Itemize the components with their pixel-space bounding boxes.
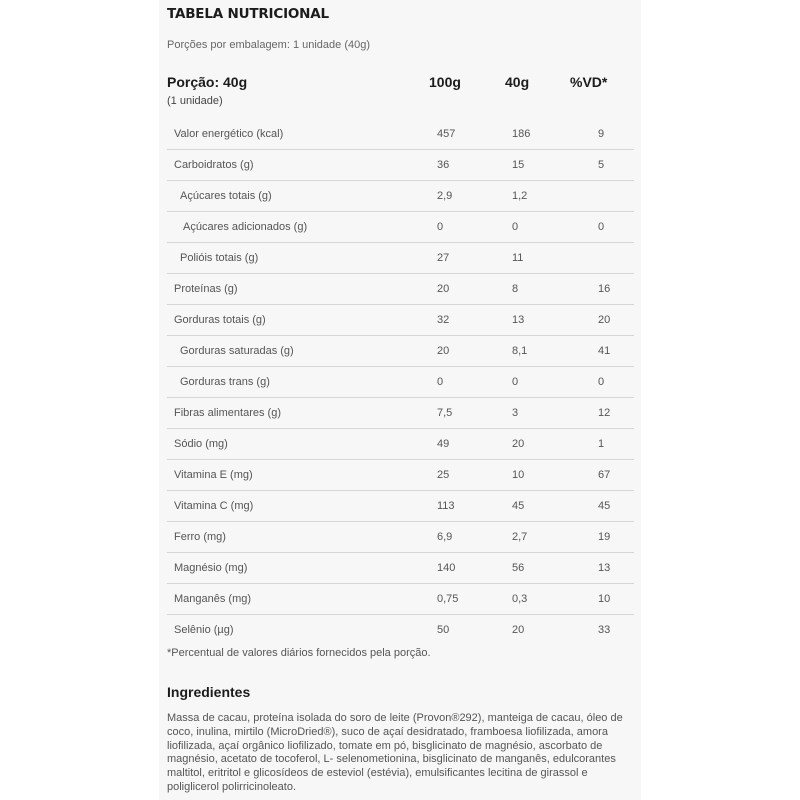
value-40g: 8	[512, 283, 519, 295]
nutrient-name: Vitamina C (mg)	[174, 500, 254, 512]
table-row	[167, 429, 634, 460]
nutrient-name: Gorduras totais (g)	[174, 314, 266, 326]
value-40g: 56	[512, 562, 525, 574]
value-vd: 16	[598, 283, 611, 295]
value-vd: 12	[598, 407, 611, 419]
value-vd: 0	[598, 376, 605, 388]
value-vd: 67	[598, 469, 611, 481]
ingredients-text: Massa de cacau, proteína isolada do soro de leite (Provon®292), manteiga de cacau, óleo de coco, inulina, mirtilo (MicroDried®), suco de açaí desidratado, framboesa liofilizada, amora liofilizada, açaí orgânico liofilizado, tomate em pó, bisglicinato de magnésio, ascorbato de magnésio, acetato de tocoferol, L- selenometionina, bisglicinato de manganês, edulcorantes maltitol, eritritol e glicosídeos de esteviol (estévia), emulsificantes lecitina de girassol e poliglicerol polirricinoleato.	[167, 712, 623, 793]
value-vd: 1	[598, 438, 605, 450]
nutrient-name: Polióis totais (g)	[180, 252, 259, 264]
value-100g: 27	[437, 252, 450, 264]
value-40g: 2,7	[512, 531, 528, 543]
value-100g: 20	[437, 283, 450, 295]
value-100g: 0	[437, 376, 444, 388]
table-row	[167, 522, 634, 553]
value-40g: 10	[512, 469, 525, 481]
nutrient-name: Manganês (mg)	[174, 593, 252, 605]
value-100g: 36	[437, 159, 450, 171]
value-vd: 20	[598, 314, 611, 326]
column-vd: %VD*	[570, 74, 608, 90]
value-40g: 13	[512, 314, 525, 326]
nutrition-panel	[159, 0, 641, 800]
table-row	[167, 243, 634, 274]
value-40g: 1,2	[512, 190, 528, 202]
portion-label: Porção: 40g	[167, 74, 248, 90]
value-100g: 0	[437, 221, 444, 233]
nutrition-table	[167, 119, 634, 645]
value-100g: 49	[437, 438, 450, 450]
table-row	[167, 491, 634, 522]
value-100g: 7,5	[437, 407, 453, 419]
value-100g: 6,9	[437, 531, 453, 543]
nutrient-name: Vitamina E (mg)	[174, 469, 253, 481]
value-40g: 0,3	[512, 593, 528, 605]
column-100g: 100g	[429, 74, 461, 90]
table-row	[167, 336, 634, 367]
table-row	[167, 150, 634, 181]
value-40g: 3	[512, 407, 519, 419]
value-vd: 45	[598, 500, 611, 512]
value-40g: 8,1	[512, 345, 528, 357]
table-row	[167, 212, 634, 243]
value-vd: 10	[598, 593, 611, 605]
nutrient-name: Valor energético (kcal)	[174, 128, 284, 140]
nutrient-name: Sódio (mg)	[174, 438, 228, 450]
nutrient-name: Ferro (mg)	[174, 531, 226, 543]
nutrient-name: Gorduras saturadas (g)	[180, 345, 294, 357]
value-vd: 19	[598, 531, 611, 543]
column-40g: 40g	[505, 74, 530, 90]
value-vd: 5	[598, 159, 605, 171]
value-100g: 2,9	[437, 190, 453, 202]
value-vd: 33	[598, 624, 611, 636]
value-40g: 186	[512, 128, 531, 140]
nutrient-name: Proteínas (g)	[174, 283, 238, 295]
table-row	[167, 553, 634, 584]
nutrition-table-title: TABELA NUTRICIONAL	[167, 6, 329, 22]
value-vd: 41	[598, 345, 611, 357]
value-100g: 140	[437, 562, 456, 574]
value-100g: 32	[437, 314, 450, 326]
nutrient-name: Carboidratos (g)	[174, 159, 254, 171]
value-100g: 0,75	[437, 593, 459, 605]
table-row	[167, 584, 634, 615]
nutrient-name: Açúcares adicionados (g)	[183, 221, 308, 233]
table-row	[167, 367, 634, 398]
value-100g: 25	[437, 469, 450, 481]
value-40g: 0	[512, 376, 519, 388]
value-100g: 50	[437, 624, 450, 636]
value-vd: 9	[598, 128, 605, 140]
value-100g: 20	[437, 345, 450, 357]
table-row	[167, 398, 634, 429]
value-100g: 457	[437, 128, 456, 140]
nutrient-name: Fibras alimentares (g)	[174, 407, 281, 419]
nutrient-name: Gorduras trans (g)	[180, 376, 270, 388]
value-40g: 20	[512, 624, 525, 636]
value-40g: 15	[512, 159, 525, 171]
table-row	[167, 119, 634, 150]
portion-unit: (1 unidade)	[167, 95, 223, 107]
nutrient-name: Selênio (µg)	[174, 624, 234, 636]
value-40g: 20	[512, 438, 525, 450]
value-40g: 11	[512, 252, 524, 264]
ingredients-heading: Ingredientes	[167, 684, 251, 700]
table-row	[167, 181, 634, 212]
value-40g: 45	[512, 500, 525, 512]
table-row	[167, 615, 634, 645]
nutrient-name: Magnésio (mg)	[174, 562, 248, 574]
table-header	[167, 74, 637, 110]
daily-value-footnote: *Percentual de valores diários fornecidos pela porção.	[167, 647, 431, 659]
table-row	[167, 305, 634, 336]
value-vd: 0	[598, 221, 605, 233]
nutrient-name: Açúcares totais (g)	[180, 190, 272, 202]
servings-per-package: Porções por embalagem: 1 unidade (40g)	[167, 39, 371, 51]
value-100g: 113	[437, 500, 455, 512]
table-row	[167, 460, 634, 491]
value-vd: 13	[598, 562, 611, 574]
table-row	[167, 274, 634, 305]
value-40g: 0	[512, 221, 519, 233]
